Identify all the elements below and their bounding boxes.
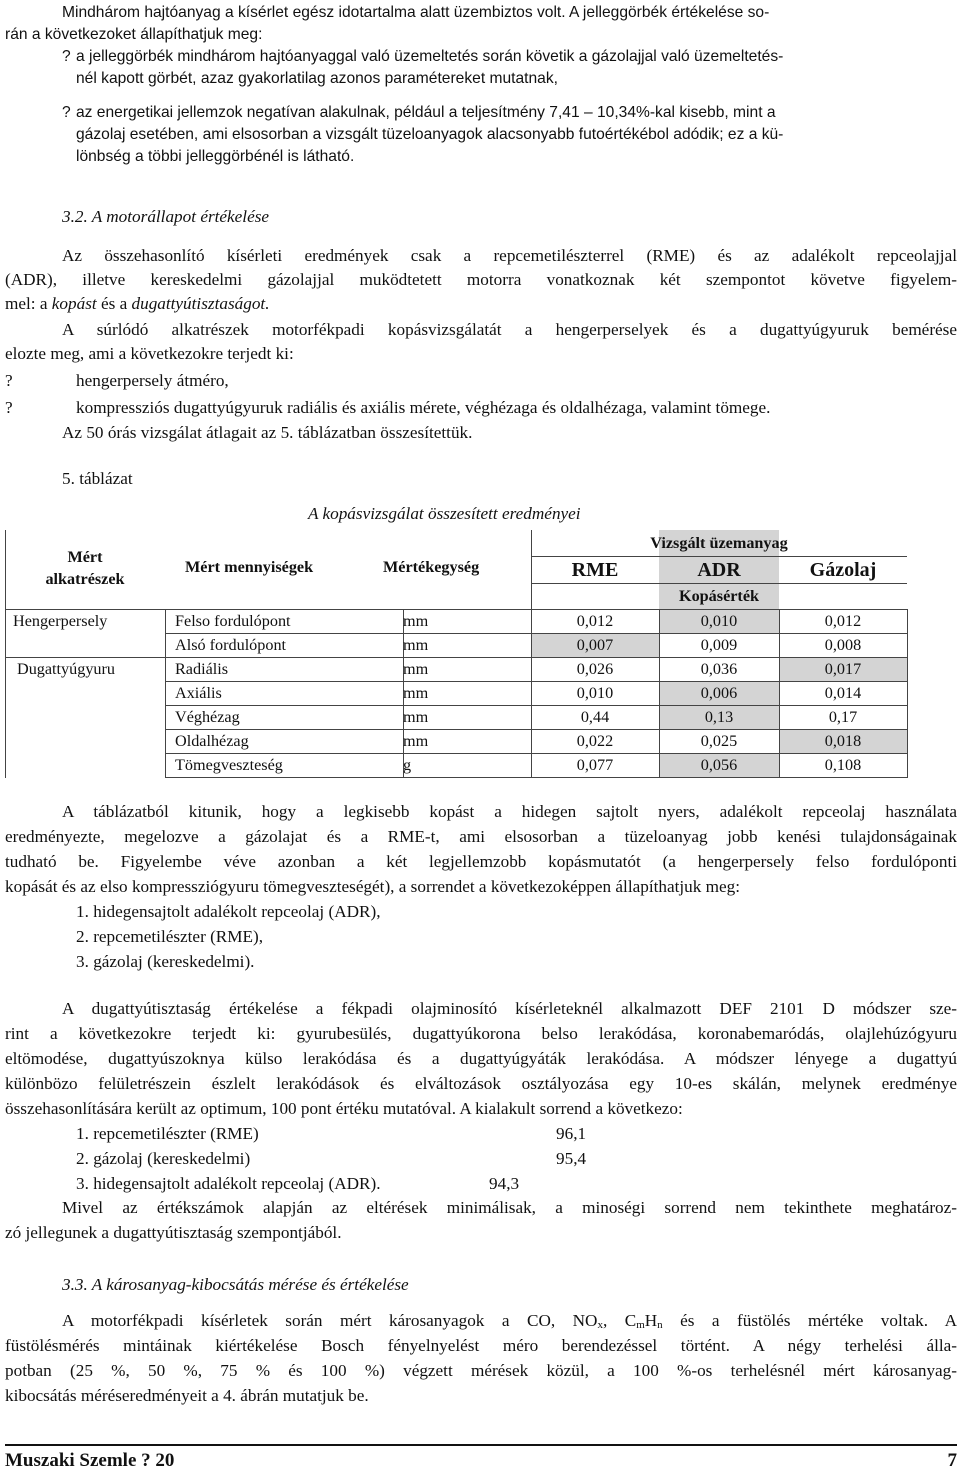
clean-line-1: A dugattyútisztaság értékelése a fékpadi olajminosító kísérleteknél alkalmazott DEF 2101 D módszer sze-: [62, 999, 957, 1018]
grid-h-r4: [165, 705, 907, 706]
grid-h-r7: [165, 777, 907, 778]
grid-h-r1: [165, 633, 907, 634]
row-1-quantity: Felso fordulópont: [175, 612, 291, 630]
s32-bullet-1-mark: ?: [5, 371, 13, 390]
emphasis-dugattyutisztasag: dugattyútisztaságot.: [131, 294, 270, 313]
row-1-unit: mm: [403, 612, 429, 630]
grid-h-r2: [5, 657, 907, 658]
intro-bullet-1-line-1: a jelleggörbék mindhárom hajtóanyaggal való üzemeltetés során követik a gázolajjal való üzemeltetés-: [76, 48, 784, 65]
row-2-quantity: Alsó fordulópont: [175, 636, 287, 654]
table-title: A kopásvizsgálat összesített eredményei: [308, 504, 581, 523]
row-5-adr: 0,13: [704, 708, 734, 726]
row-3-part: Dugattyúgyuru: [17, 660, 116, 678]
s32-p3: Az 50 órás vizsgálat átlagait az 5. táblázatban összesítettük.: [62, 423, 473, 442]
row-4-quantity: Axiális: [175, 684, 222, 702]
row-2-rme: 0,007: [576, 636, 614, 654]
intro-bullet-1-line-2: nél kapott görbét, azaz gyakorlatilag azonos paramétereket mutatnak,: [76, 70, 558, 87]
row-7-rme: 0,077: [576, 756, 614, 774]
ranking-wear-1: 1. hidegensajtolt adalékolt repceolaj (ADR),: [76, 902, 381, 921]
row-3-adr: 0,036: [700, 660, 738, 678]
row-4-diesel: 0,014: [824, 684, 862, 702]
grid-h-header: [5, 609, 907, 610]
grid-v-6: [907, 609, 908, 778]
s32-bullet-2: kompressziós dugattyúgyuruk radiális és axiális mérete, véghézaga és oldalhézaga, valamint tömege.: [76, 398, 771, 417]
intro-bullet-2-line-2: gázolaj esetében, ami elsosorban a vizsgált tüzeloanyagok alacsonyabb futoértékébol adódik; ez a kü-: [76, 126, 784, 143]
ranking-clean-1-label: 1. repcemetilészter (RME): [76, 1124, 259, 1143]
clean-line-3: eltömodése, dugattyúszoknya külso lerakódása és a dugattyúgyáták lerakódása. A módszer lényege a dugattyú: [5, 1049, 957, 1068]
footer-rule: [5, 1444, 957, 1446]
wear-table: [5, 530, 957, 780]
clean-conclusion-1: Mivel az értékszámok alapján az eltérések minimálisak, a minoségi sorrend nem tekinthete meghatároz-: [62, 1198, 957, 1217]
section-3-2-heading: 3.2. A motorállapot értékelése: [62, 207, 270, 226]
intro-bullet-2-line-3: lönbség a többi jelleggörbénél is látható.: [76, 148, 355, 165]
row-2-diesel: 0,008: [824, 636, 862, 654]
s33-line-4: kibocsátás méréseredményeit a 4. ábrán mutatjuk be.: [5, 1386, 369, 1405]
ranking-clean-3-label: 3. hidegensajtolt adalékolt repceolaj (ADR).: [76, 1174, 381, 1193]
grid-h-r3: [165, 681, 907, 682]
row-7-quantity: Tömegveszteség: [175, 756, 283, 774]
header-quantity: Mért mennyiségek: [185, 558, 314, 576]
table-label: 5. táblázat: [62, 469, 133, 488]
s33-line-1: A motorfékpadi kísérletek során mért károsanyagok a CO, $NO_x$, $C_mH_n$ és a füstölés mértéke voltak. A: [62, 1311, 957, 1331]
row-6-diesel: 0,018: [824, 732, 862, 750]
row-5-quantity: Véghézag: [175, 708, 240, 726]
s32-bullet-1: hengerpersely átméro,: [76, 371, 229, 390]
clean-line-2: rint a következokre terjedt ki: gyurubesülés, dugattyúkorona belso lerakódása, koronabemaródás, olajlehúzógyuru: [5, 1024, 957, 1043]
row-4-adr: 0,006: [700, 684, 738, 702]
s32-bullet-2-mark: ?: [5, 398, 13, 417]
emphasis-kopast: kopást: [51, 294, 97, 313]
row-3-diesel: 0,017: [824, 660, 862, 678]
page-footer: [5, 1444, 957, 1474]
s33-line-2: füstölésmérés mintáinak kiértékelése Bosch fényelnyelést méro berendezéssel történt. A négy terhelési álla-: [5, 1336, 957, 1355]
s33-line-3: potban (25 %, 50 %, 75 % és 100 %) végzett mérések közül, a 100 %-os terhelésnél mért károsanyag-: [5, 1361, 957, 1380]
header-rme: RME: [571, 559, 619, 581]
after-table-line-4: kopását és az elso kompressziógyuru tömegveszteségét), a sorrendet a következoképpen állapíthatjuk meg:: [5, 877, 740, 896]
clean-line-4: különbözo felületrészein észlelt lerakódások és elváltozások osztályozása egy 10-es skálán, melynek eredménye: [5, 1074, 957, 1093]
row-6-quantity: Oldalhézag: [175, 732, 249, 750]
row-2-adr: 0,009: [700, 636, 738, 654]
s32-p1-line-3: mel: a kopást és a dugattyútisztaságot.: [5, 294, 270, 313]
clean-conclusion-2: zó jellegunek a dugattyútisztaság szempontjából.: [5, 1223, 342, 1242]
s32-p2-line-1: A súrlódó alkatrészek motorfékpadi kopásvizsgálatát a hengerperselyek és a dugattyúgyuruk bemérése: [62, 320, 957, 339]
row-1-part: Hengerpersely: [13, 612, 108, 630]
s32-p2-line-2: elozte meg, ami a következokre terjedt ki:: [5, 344, 294, 363]
row-5-rme: 0,44: [580, 708, 610, 726]
ranking-clean-1-score: 96,1: [556, 1124, 587, 1143]
row-5-diesel: 0,17: [828, 708, 858, 726]
row-4-unit: mm: [403, 684, 429, 702]
header-wear: Kopásérték: [678, 587, 760, 605]
ranking-clean-2-label: 2. gázolaj (kereskedelmi): [76, 1149, 251, 1168]
row-6-rme: 0,022: [576, 732, 614, 750]
footer-journal: Muszaki Szemle ? 20: [5, 1450, 175, 1471]
intro-line-2: rán a következoket állapíthatjuk meg:: [5, 26, 263, 43]
ranking-clean-2-score: 95,4: [556, 1149, 587, 1168]
grid-h-fuel: [531, 556, 907, 557]
grid-h-r6: [165, 753, 907, 754]
s32-p1-line-2: (ADR), illetve kereskedelmi gázolajjal muködtetett motorra vonatkoznak két szempontot követve figyelem-: [5, 270, 957, 289]
header-unit: Mértékegység: [383, 558, 480, 576]
row-1-diesel: 0,012: [824, 612, 862, 630]
header-part: Mért alkatrészek: [45, 548, 125, 588]
s32-p1-line-1: Az összehasonlító kísérleti eredmények csak a repcemetilészterrel (RME) és az adalékolt repceolajjal: [62, 246, 957, 265]
header-diesel: Gázolaj: [809, 559, 877, 581]
intro-bullet-2-line-1: az energetikai jellemzok negatívan alakulnak, például a teljesítmény 7,41 – 10,34%-kal kisebb, mint a: [76, 104, 776, 121]
row-1-adr: 0,010: [700, 612, 738, 630]
intro-bullet-1-mark: ?: [62, 48, 71, 65]
ranking-clean-3-score: 94,3: [489, 1174, 520, 1193]
ranking-wear-2: 2. repcemetilészter (RME),: [76, 927, 264, 946]
header-adr: ADR: [697, 559, 741, 581]
row-3-quantity: Radiális: [175, 660, 229, 678]
ranking-wear-3: 3. gázolaj (kereskedelmi).: [76, 952, 255, 971]
after-table-line-1: A táblázatból kitunik, hogy a legkisebb kopást a hidegen sajtolt nyers, adalékolt repceolaj használata: [62, 802, 957, 821]
after-table-line-3: tudható be. Figyelembe véve azonban a két legjellemzobb kopásmutatót (a hengerpersely felso fordulóponti: [5, 852, 957, 871]
row-7-adr: 0,056: [700, 756, 738, 774]
row-7-diesel: 0,108: [824, 756, 862, 774]
intro-bullet-2-mark: ?: [62, 104, 71, 121]
row-2-unit: mm: [403, 636, 429, 654]
grid-h-r5: [165, 729, 907, 730]
row-7-unit: g: [403, 756, 412, 774]
row-6-unit: mm: [403, 732, 429, 750]
clean-line-5: összehasonlítására került az optimum, 100 pont értéku mutatóval. A kialakult sorrend a következo:: [5, 1099, 683, 1118]
row-1-rme: 0,012: [576, 612, 614, 630]
header-fuel: Vizsgált üzemanyag: [650, 534, 788, 552]
grid-h-names: [531, 583, 907, 584]
after-table-line-2: eredményezte, megelozve a gázolajat és a RME-t, ami elsosorban a tüzeloanyag jobb kenési tulajdonságainak: [5, 827, 957, 846]
row-3-unit: mm: [403, 660, 429, 678]
row-4-rme: 0,010: [576, 684, 614, 702]
intro-line-1: Mindhárom hajtóanyag a kísérlet egész idotartalma alatt üzembiztos volt. A jelleggörbék értékelése so-: [62, 4, 770, 21]
row-5-unit: mm: [403, 708, 429, 726]
row-3-rme: 0,026: [576, 660, 614, 678]
row-6-adr: 0,025: [700, 732, 738, 750]
section-3-3-heading: 3.3. A károsanyag-kibocsátás mérése és értékelése: [62, 1275, 409, 1294]
footer-page-number: 7: [947, 1450, 957, 1471]
